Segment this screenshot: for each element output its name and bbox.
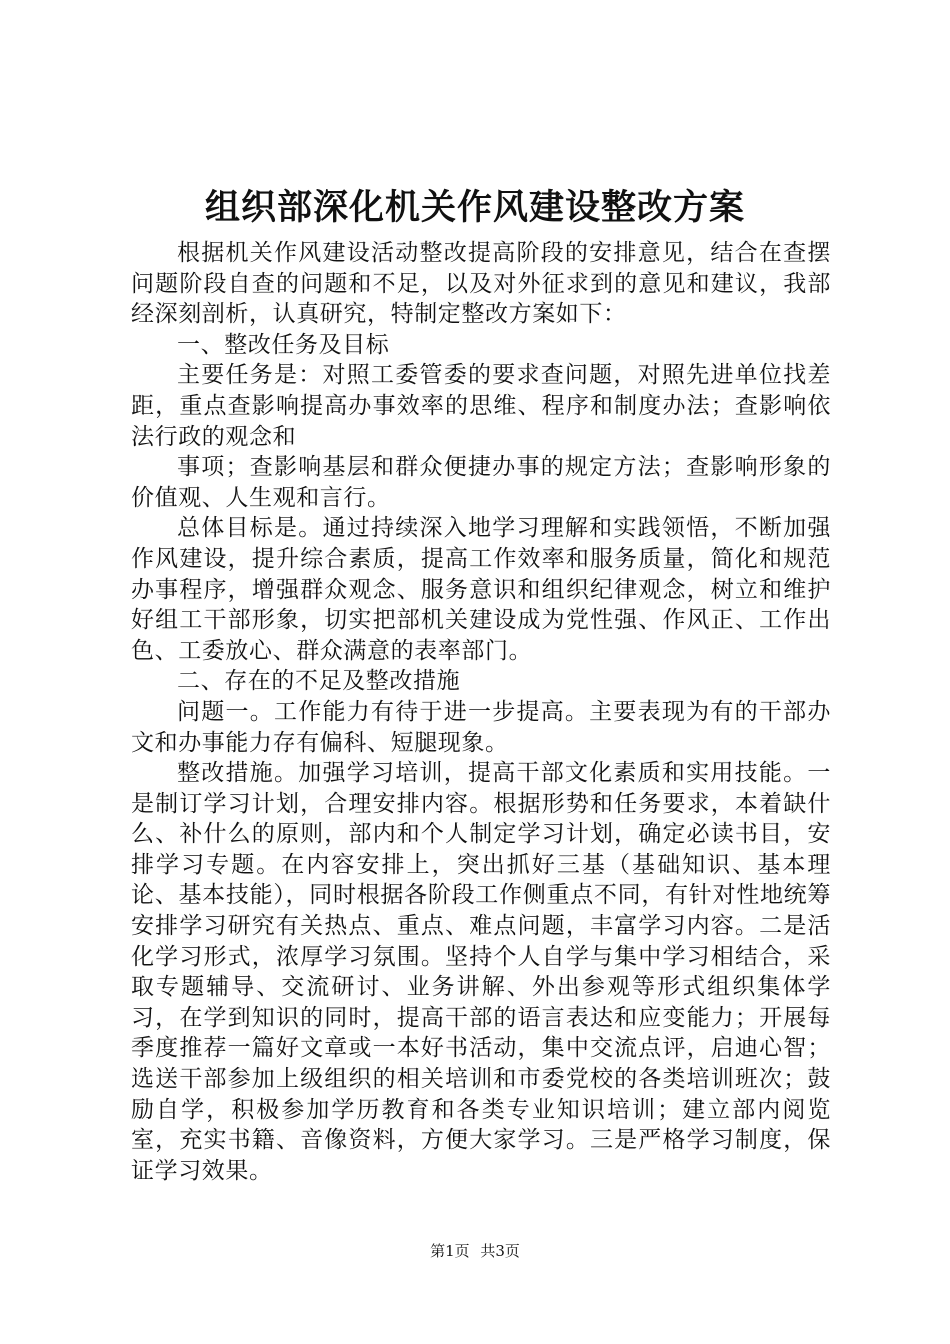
- paragraph-measures: 整改措施。加强学习培训，提高干部文化素质和实用技能。一是制订学习计划，合理安排内容。根据形势和任务要求，本着缺什么、补什么的原则，部内和个人制定学习计划，确定必读书目，安排学习专题。在内容安排上，突出抓好三基（基础知识、基本理论、基本技能），同时根据各阶段工作侧重点不同，有针对性地统筹安排学习研究有关热点、重点、难点问题，丰富学习内容。二是活化学习形式，浓厚学习氛围。坚持个人自学与集中学习相结合，采取专题辅导、交流研讨、业务讲解、外出参观等形式组织集体学习，在学到知识的同时，提高干部的语言表达和应变能力；开展每季度推荐一篇好文章或一本好书活动，集中交流点评，启迪心智；选送干部参加上级组织的相关培训和市委党校的各类培训班次；鼓励自学，积极参加学历教育和各类专业知识培训；建立部内阅览室，充实书籍、音像资料，方便大家学习。三是严格学习制度，保证学习效果。: [131, 760, 831, 1184]
- page-number: 第1页: [430, 1242, 470, 1260]
- paragraph-main-tasks-cont: 事项；查影响基层和群众便捷办事的规定方法；查影响形象的价值观、人生观和言行。: [131, 454, 831, 511]
- document-title: 组织部深化机关作风建设整改方案: [204, 187, 745, 228]
- paragraph-intro: 根据机关作风建设活动整改提高阶段的安排意见，结合在查摆问题阶段自查的问题和不足，以及对外征求到的意见和建议，我部经深刻剖析，认真研究，特制定整改方案如下：: [131, 240, 831, 328]
- paragraph-overall-goal: 总体目标是。通过持续深入地学习理解和实践领悟，不断加强作风建设，提升综合素质，提高工作效率和服务质量，简化和规范办事程序，增强群众观念、服务意识和组织纪律观念，树立和维护好组工干部形象，切实把部机关建设成为党性强、作风正、工作出色、工委放心、群众满意的表率部门。: [131, 515, 831, 664]
- section-heading-1: 一、整改任务及目标: [177, 331, 390, 358]
- paragraph-problem-1: 问题一。工作能力有待于进一步提高。主要表现为有的干部办文和办事能力存有偏科、短腿现象。: [131, 698, 831, 756]
- page-footer: [0, 1241, 950, 1261]
- paragraph-main-tasks: 主要任务是：对照工委管委的要求查问题，对照先进单位找差距，重点查影响提高办事效率的思维、程序和制度办法；查影响依法行政的观念和: [131, 362, 831, 450]
- document-body: [131, 238, 831, 1186]
- page-total: 共3页: [480, 1242, 520, 1260]
- section-heading-2: 二、存在的不足及整改措施: [177, 668, 461, 695]
